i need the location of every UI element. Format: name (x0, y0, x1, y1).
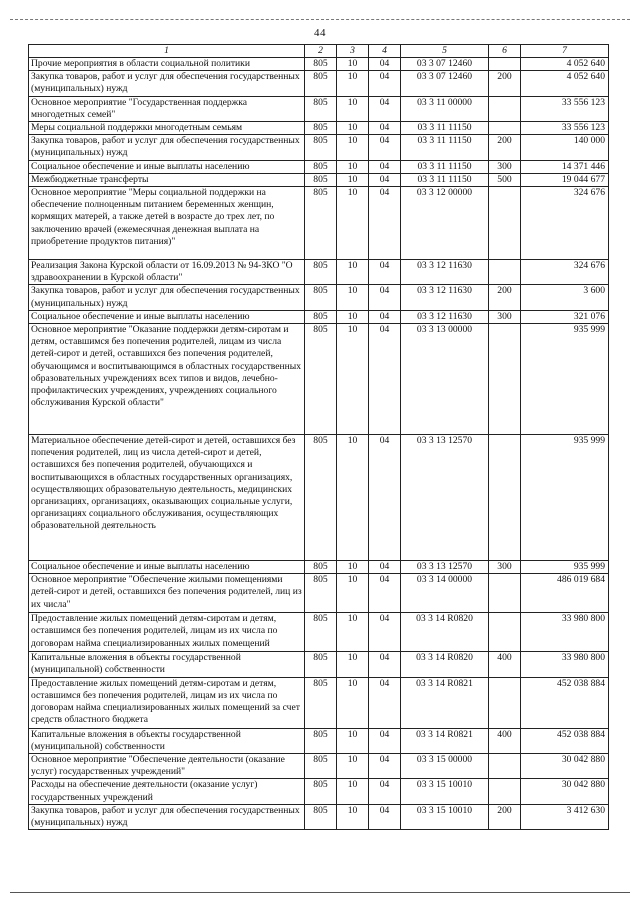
cell-name: Закупка товаров, работ и услуг для обеспечения государственных (муниципальных) нужд (29, 135, 305, 160)
cell-col-4: 04 (369, 135, 401, 160)
cell-code: 03 3 14 R0821 (401, 677, 489, 728)
cell-amount: 486 019 684 (521, 574, 609, 613)
cell-name: Закупка товаров, работ и услуг для обеспечения государственных (муниципальных) нужд (29, 285, 305, 310)
cell-name: Предоставление жилых помещений детям-сиротам и детям, оставшимся без попечения родителей, лицам из их числа по договорам найма специализированных жилых помещений за счет средств областного бюджета (29, 677, 305, 728)
table-row (29, 160, 609, 173)
table-row (29, 122, 609, 135)
cell-col-3: 10 (337, 96, 369, 121)
cell-col-4: 04 (369, 310, 401, 323)
cell-col-6: 500 (489, 173, 521, 186)
cell-col-2: 805 (305, 173, 337, 186)
table-row (29, 754, 609, 779)
table-row (29, 779, 609, 804)
cell-col-3: 10 (337, 187, 369, 260)
cell-amount: 452 038 884 (521, 677, 609, 728)
cell-amount: 935 999 (521, 435, 609, 561)
cell-col-6 (489, 435, 521, 561)
cell-amount: 19 044 677 (521, 173, 609, 186)
cell-col-6 (489, 613, 521, 652)
table-row (29, 435, 609, 561)
cell-name: Закупка товаров, работ и услуг для обеспечения государственных (муниципальных) нужд (29, 71, 305, 96)
header-col-3: 3 (337, 45, 369, 58)
cell-amount: 33 980 800 (521, 652, 609, 677)
cell-name: Основное мероприятие "Государственная поддержка многодетных семей" (29, 96, 305, 121)
cell-name: Капитальные вложения в объекты государственной (муниципальной) собственности (29, 652, 305, 677)
cell-col-6 (489, 187, 521, 260)
cell-col-2: 805 (305, 187, 337, 260)
cell-name: Закупка товаров, работ и услуг для обеспечения государственных (муниципальных) нужд (29, 804, 305, 829)
cell-code: 03 3 12 00000 (401, 187, 489, 260)
table-body (29, 58, 609, 830)
header-col-7: 7 (521, 45, 609, 58)
table-row (29, 804, 609, 829)
cell-code: 03 3 15 10010 (401, 779, 489, 804)
cell-amount: 33 556 123 (521, 122, 609, 135)
cell-col-2: 805 (305, 324, 337, 435)
cell-col-6 (489, 58, 521, 71)
budget-table (28, 44, 609, 830)
cell-col-6 (489, 260, 521, 285)
cell-col-6: 200 (489, 804, 521, 829)
cell-col-4: 04 (369, 187, 401, 260)
cell-code: 03 3 11 11150 (401, 160, 489, 173)
cell-code: 03 3 13 00000 (401, 324, 489, 435)
cell-code: 03 3 11 11150 (401, 173, 489, 186)
header-col-1: 1 (29, 45, 305, 58)
cell-col-3: 10 (337, 260, 369, 285)
cell-col-6 (489, 574, 521, 613)
cell-col-4: 04 (369, 574, 401, 613)
cell-amount: 30 042 880 (521, 779, 609, 804)
cell-col-4: 04 (369, 804, 401, 829)
cell-name: Реализация Закона Курской области от 16.09.2013 № 94-ЗКО "О здравоохранении в Курской области" (29, 260, 305, 285)
cell-col-3: 10 (337, 804, 369, 829)
table-row (29, 561, 609, 574)
cell-col-2: 805 (305, 652, 337, 677)
cell-code: 03 3 11 11150 (401, 135, 489, 160)
cell-col-4: 04 (369, 260, 401, 285)
cell-col-2: 805 (305, 574, 337, 613)
cell-col-6: 200 (489, 135, 521, 160)
cell-code: 03 3 14 00000 (401, 574, 489, 613)
cell-code: 03 3 12 11630 (401, 285, 489, 310)
cell-code: 03 3 15 00000 (401, 754, 489, 779)
cell-amount: 33 556 123 (521, 96, 609, 121)
cell-col-2: 805 (305, 58, 337, 71)
cell-code: 03 3 13 12570 (401, 435, 489, 561)
cell-code: 03 3 12 11630 (401, 310, 489, 323)
cell-col-2: 805 (305, 677, 337, 728)
cell-col-4: 04 (369, 754, 401, 779)
table-row (29, 71, 609, 96)
table-row (29, 613, 609, 652)
cell-col-2: 805 (305, 310, 337, 323)
header-col-4: 4 (369, 45, 401, 58)
cell-name: Основное мероприятие "Обеспечение деятельности (оказание услуг) государственных учреждений" (29, 754, 305, 779)
cell-name: Прочие мероприятия в области социальной политики (29, 58, 305, 71)
table-row (29, 324, 609, 435)
cell-col-3: 10 (337, 652, 369, 677)
cell-col-4: 04 (369, 728, 401, 753)
cell-col-2: 805 (305, 285, 337, 310)
cell-col-6: 300 (489, 160, 521, 173)
cell-col-3: 10 (337, 160, 369, 173)
cell-col-4: 04 (369, 96, 401, 121)
top-dashed-rule (10, 19, 630, 20)
cell-col-3: 10 (337, 285, 369, 310)
cell-col-2: 805 (305, 71, 337, 96)
cell-col-2: 805 (305, 122, 337, 135)
cell-col-3: 10 (337, 324, 369, 435)
cell-col-3: 10 (337, 754, 369, 779)
cell-col-4: 04 (369, 652, 401, 677)
cell-code: 03 3 13 12570 (401, 561, 489, 574)
cell-col-3: 10 (337, 561, 369, 574)
cell-name: Социальное обеспечение и иные выплаты населению (29, 561, 305, 574)
cell-col-3: 10 (337, 310, 369, 323)
cell-col-3: 10 (337, 173, 369, 186)
cell-name: Материальное обеспечение детей-сирот и детей, оставшихся без попечения родителей, лиц из числа детей-сирот и детей, оставшихся без попечения родителей, обучающихся и воспитывающихся в областных государственных организациях, осуществляющих образовательную деятельность, медицинских организациях, организациях, оказывающих социальные услуги, организациях социального обслуживания, осуществляющих образовательной деятельность (29, 435, 305, 561)
cell-col-6 (489, 754, 521, 779)
table-row (29, 652, 609, 677)
cell-name: Расходы на обеспечение деятельности (оказание услуг) государственных учреждений (29, 779, 305, 804)
cell-amount: 33 980 800 (521, 613, 609, 652)
cell-amount: 935 999 (521, 324, 609, 435)
cell-col-6 (489, 677, 521, 728)
header-row (29, 45, 609, 58)
cell-col-3: 10 (337, 135, 369, 160)
cell-amount: 935 999 (521, 561, 609, 574)
table-row (29, 260, 609, 285)
cell-name: Социальное обеспечение и иные выплаты населению (29, 160, 305, 173)
cell-col-6: 400 (489, 728, 521, 753)
table-row (29, 285, 609, 310)
cell-col-6: 200 (489, 285, 521, 310)
cell-name: Основное мероприятие "Оказание поддержки детям-сиротам и детям, оставшимся без попечения родителей, лицам из числа детей-сирот и детей, оставшихся без попечения родителей, обучающимся и воспитывающимся в областных государственных образовательных учреждениях всех типов и видов, лечебно-профилактических учреждениях, учреждениях социального обслуживания Курской области" (29, 324, 305, 435)
cell-col-6: 200 (489, 71, 521, 96)
table-row (29, 728, 609, 753)
cell-col-2: 805 (305, 160, 337, 173)
table-row (29, 135, 609, 160)
cell-amount: 140 000 (521, 135, 609, 160)
cell-code: 03 3 14 R0820 (401, 652, 489, 677)
cell-code: 03 3 15 10010 (401, 804, 489, 829)
cell-col-3: 10 (337, 728, 369, 753)
bottom-rule (10, 892, 630, 893)
cell-col-3: 10 (337, 435, 369, 561)
cell-col-4: 04 (369, 613, 401, 652)
cell-col-6: 300 (489, 561, 521, 574)
cell-col-2: 805 (305, 754, 337, 779)
cell-col-3: 10 (337, 677, 369, 728)
table-row (29, 677, 609, 728)
cell-col-2: 805 (305, 96, 337, 121)
cell-col-2: 805 (305, 728, 337, 753)
cell-name: Предоставление жилых помещений детям-сиротам и детям, оставшимся без попечения родителей, лицам из их числа по договорам найма специализированных жилых помещений (29, 613, 305, 652)
cell-col-2: 805 (305, 613, 337, 652)
cell-amount: 3 600 (521, 285, 609, 310)
cell-col-6 (489, 779, 521, 804)
cell-col-3: 10 (337, 613, 369, 652)
table-row (29, 58, 609, 71)
table-row (29, 173, 609, 186)
table-row (29, 574, 609, 613)
cell-name: Меры социальной поддержки многодетным семьям (29, 122, 305, 135)
cell-col-4: 04 (369, 324, 401, 435)
cell-col-2: 805 (305, 779, 337, 804)
cell-col-4: 04 (369, 160, 401, 173)
cell-name: Основное мероприятие "Обеспечение жилыми помещениями детей-сирот и детей, оставшихся без попечения родителей, лиц из их числа" (29, 574, 305, 613)
table-row (29, 310, 609, 323)
cell-col-4: 04 (369, 122, 401, 135)
cell-col-3: 10 (337, 574, 369, 613)
cell-name: Капитальные вложения в объекты государственной (муниципальной) собственности (29, 728, 305, 753)
cell-col-6 (489, 324, 521, 435)
header-col-5: 5 (401, 45, 489, 58)
cell-col-2: 805 (305, 260, 337, 285)
cell-amount: 321 076 (521, 310, 609, 323)
table-row (29, 187, 609, 260)
cell-col-4: 04 (369, 561, 401, 574)
header-col-2: 2 (305, 45, 337, 58)
cell-amount: 324 676 (521, 260, 609, 285)
cell-col-6: 400 (489, 652, 521, 677)
cell-name: Межбюджетные трансферты (29, 173, 305, 186)
cell-col-4: 04 (369, 71, 401, 96)
cell-code: 03 3 07 12460 (401, 58, 489, 71)
cell-col-4: 04 (369, 677, 401, 728)
cell-amount: 452 038 884 (521, 728, 609, 753)
table-header (29, 45, 609, 58)
cell-col-3: 10 (337, 122, 369, 135)
cell-col-2: 805 (305, 135, 337, 160)
cell-col-4: 04 (369, 58, 401, 71)
cell-amount: 3 412 630 (521, 804, 609, 829)
cell-col-2: 805 (305, 804, 337, 829)
cell-col-6: 300 (489, 310, 521, 323)
cell-col-3: 10 (337, 779, 369, 804)
cell-name: Основное мероприятие "Меры социальной поддержки на обеспечение полноценным питанием беременных женщин, кормящих матерей, а также детей в возрасте до трех лет, по заключению врачей (ежемесячная денежная выплата на приобретение продуктов питания)" (29, 187, 305, 260)
cell-col-4: 04 (369, 779, 401, 804)
cell-col-4: 04 (369, 435, 401, 561)
cell-code: 03 3 11 11150 (401, 122, 489, 135)
cell-col-4: 04 (369, 285, 401, 310)
table-row (29, 96, 609, 121)
cell-col-2: 805 (305, 561, 337, 574)
cell-code: 03 3 11 00000 (401, 96, 489, 121)
cell-name: Социальное обеспечение и иные выплаты населению (29, 310, 305, 323)
cell-col-2: 805 (305, 435, 337, 561)
cell-amount: 324 676 (521, 187, 609, 260)
cell-code: 03 3 07 12460 (401, 71, 489, 96)
cell-col-6 (489, 96, 521, 121)
cell-col-3: 10 (337, 71, 369, 96)
cell-col-6 (489, 122, 521, 135)
page-number: 44 (314, 27, 326, 39)
cell-code: 03 3 14 R0821 (401, 728, 489, 753)
header-col-6: 6 (489, 45, 521, 58)
cell-code: 03 3 12 11630 (401, 260, 489, 285)
cell-amount: 4 052 640 (521, 58, 609, 71)
cell-code: 03 3 14 R0820 (401, 613, 489, 652)
cell-col-3: 10 (337, 58, 369, 71)
cell-amount: 30 042 880 (521, 754, 609, 779)
cell-col-4: 04 (369, 173, 401, 186)
cell-amount: 14 371 446 (521, 160, 609, 173)
cell-amount: 4 052 640 (521, 71, 609, 96)
